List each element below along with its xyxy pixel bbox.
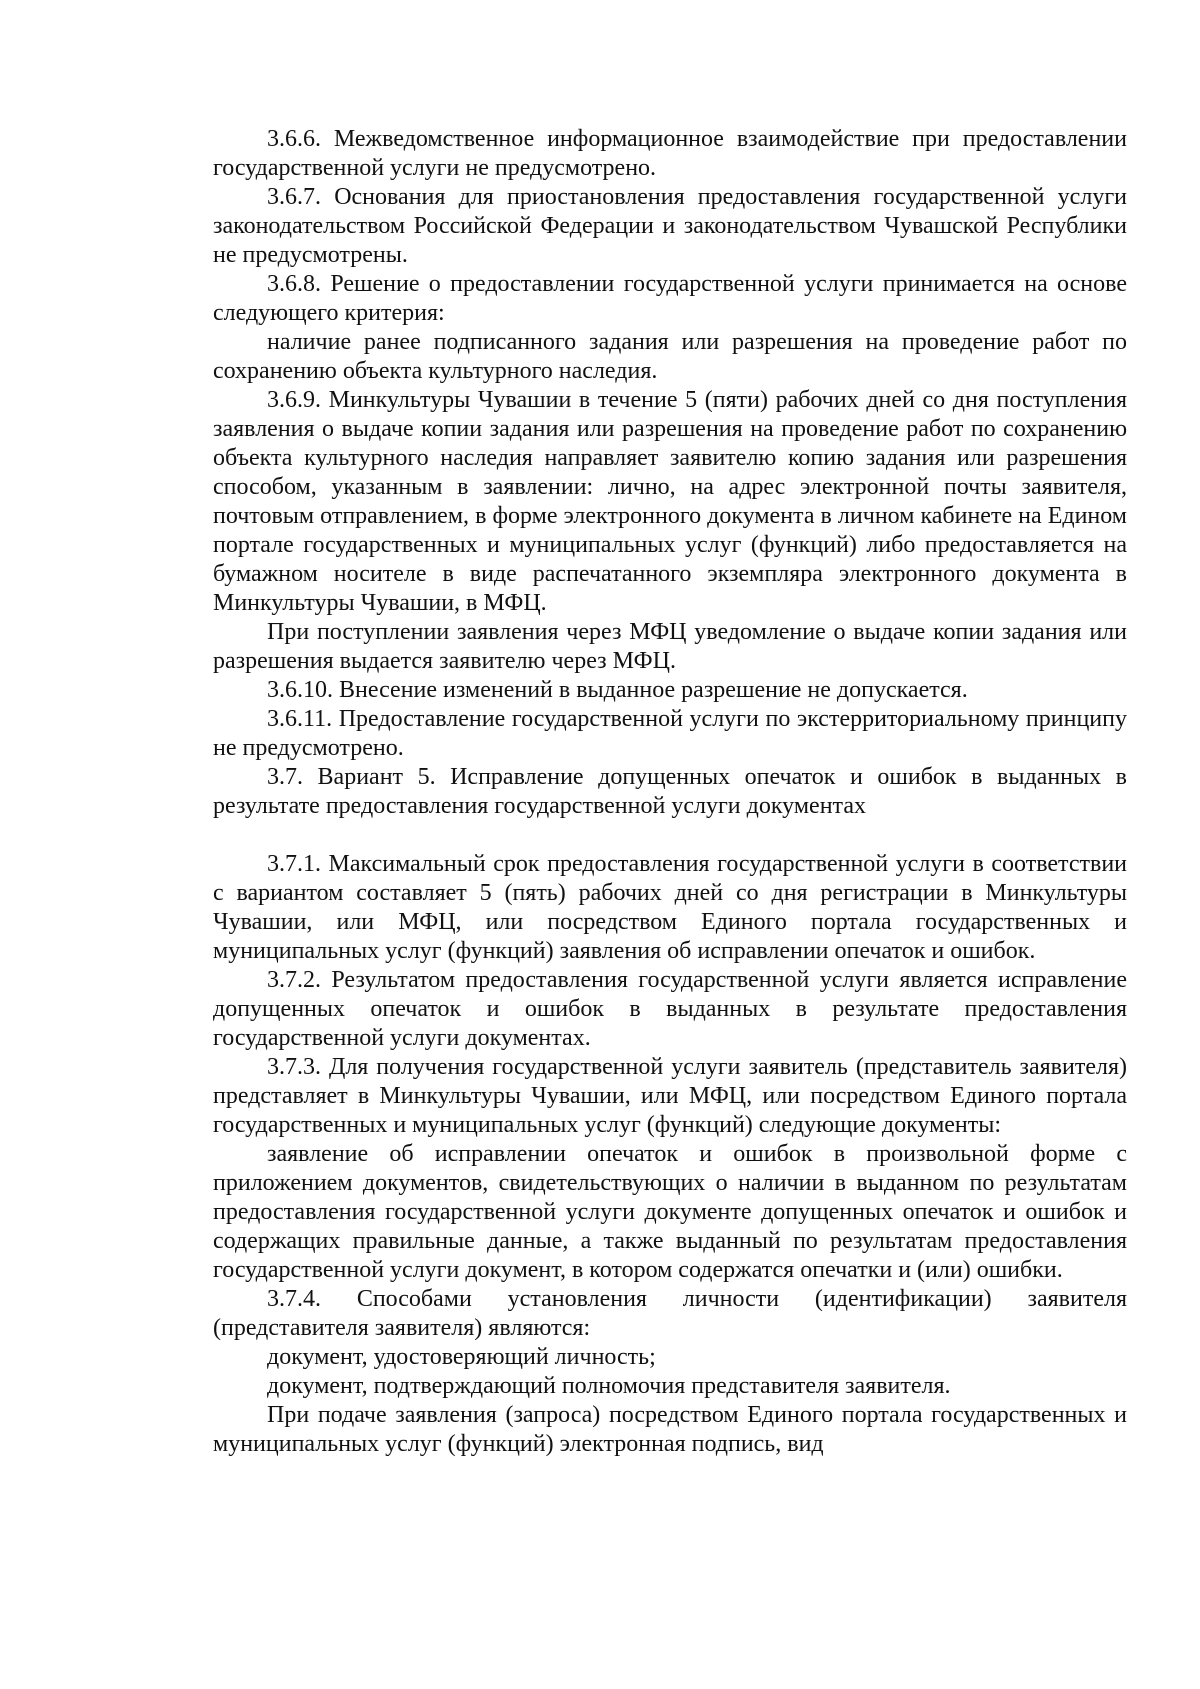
- paragraph-3-6-6: 3.6.6. Межведомственное информационное взаимодействие при предоставлении государственной услуги не предусмотрено.: [213, 126, 1127, 181]
- paragraph-3-7-4: 3.7.4. Способами установления личности (идентификации) заявителя (представителя заявителя) являются:: [213, 1286, 1127, 1341]
- list-item-authority-document: документ, подтверждающий полномочия представителя заявителя.: [267, 1373, 951, 1399]
- paragraph-3-7-2: 3.7.2. Результатом предоставления государственной услуги является исправление допущенных опечаток и ошибок в выданных в результате предоставления государственной услуги документах.: [213, 967, 1127, 1051]
- paragraph-mfc-notice: При поступлении заявления через МФЦ уведомление о выдаче копии задания или разрешения выдается заявителю через МФЦ.: [213, 619, 1127, 674]
- paragraph-3-6-7: 3.6.7. Основания для приостановления предоставления государственной услуги законодательством Российской Федерации и законодательством Чувашской Республики не предусмотрены.: [213, 184, 1127, 268]
- paragraph-3-6-8: 3.6.8. Решение о предоставлении государственной услуги принимается на основе следующего критерия:: [213, 271, 1127, 326]
- paragraph-criterion: наличие ранее подписанного задания или разрешения на проведение работ по сохранению объекта культурного наследия.: [213, 329, 1127, 384]
- paragraph-3-7-1: 3.7.1. Максимальный срок предоставления государственной услуги в соответствии с вариантом составляет 5 (пять) рабочих дней со дня регистрации в Минкультуры Чувашии, или МФЦ, или посредством Единого портала государственных и муниципальных услуг (функций) заявления об исправлении опечаток и ошибок.: [213, 851, 1127, 964]
- list-item-identity-document: документ, удостоверяющий личность;: [267, 1344, 656, 1370]
- paragraph-3-6-11: 3.6.11. Предоставление государственной услуги по экстерриториальному принципу не предусмотрено.: [213, 706, 1127, 761]
- section-heading-3-7: 3.7. Вариант 5. Исправление допущенных опечаток и ошибок в выданных в результате предоставления государственной услуги документах: [213, 764, 1127, 819]
- document-body: [213, 125, 1127, 1459]
- paragraph-3-6-9: 3.6.9. Минкультуры Чувашии в течение 5 (пяти) рабочих дней со дня поступления заявления о выдаче копии задания или разрешения на проведение работ по сохранению объекта культурного наследия направляет заявителю копию задания или разрешения способом, указанным в заявлении: лично, на адрес электронной почты заявителя, почтовым отправлением, в форме электронного документа в личном кабинете на Едином портале государственных и муниципальных услуг (функций) либо предоставляется на бумажном носителе в виде распечатанного экземпляра электронного документа в Минкультуры Чувашии, в МФЦ.: [213, 387, 1127, 616]
- paragraph-3-7-3: 3.7.3. Для получения государственной услуги заявитель (представитель заявителя) представляет в Минкультуры Чувашии, или МФЦ, или посредством Единого портала государственных и муниципальных услуг (функций) следующие документы:: [213, 1054, 1127, 1138]
- paragraph-application-docs: заявление об исправлении опечаток и ошибок в произвольной форме с приложением документов, свидетельствующих о наличии в выданном по результатам предоставления государственной услуги документе допущенных опечаток и ошибок и содержащих правильные данные, а также выданный по результатам предоставления государственной услуги документ, в котором содержатся опечатки и (или) ошибки.: [213, 1141, 1127, 1283]
- paragraph-e-signature: При подаче заявления (запроса) посредством Единого портала государственных и муниципальных услуг (функций) электронная подпись, вид: [213, 1402, 1127, 1457]
- paragraph-3-6-10: 3.6.10. Внесение изменений в выданное разрешение не допускается.: [267, 677, 968, 703]
